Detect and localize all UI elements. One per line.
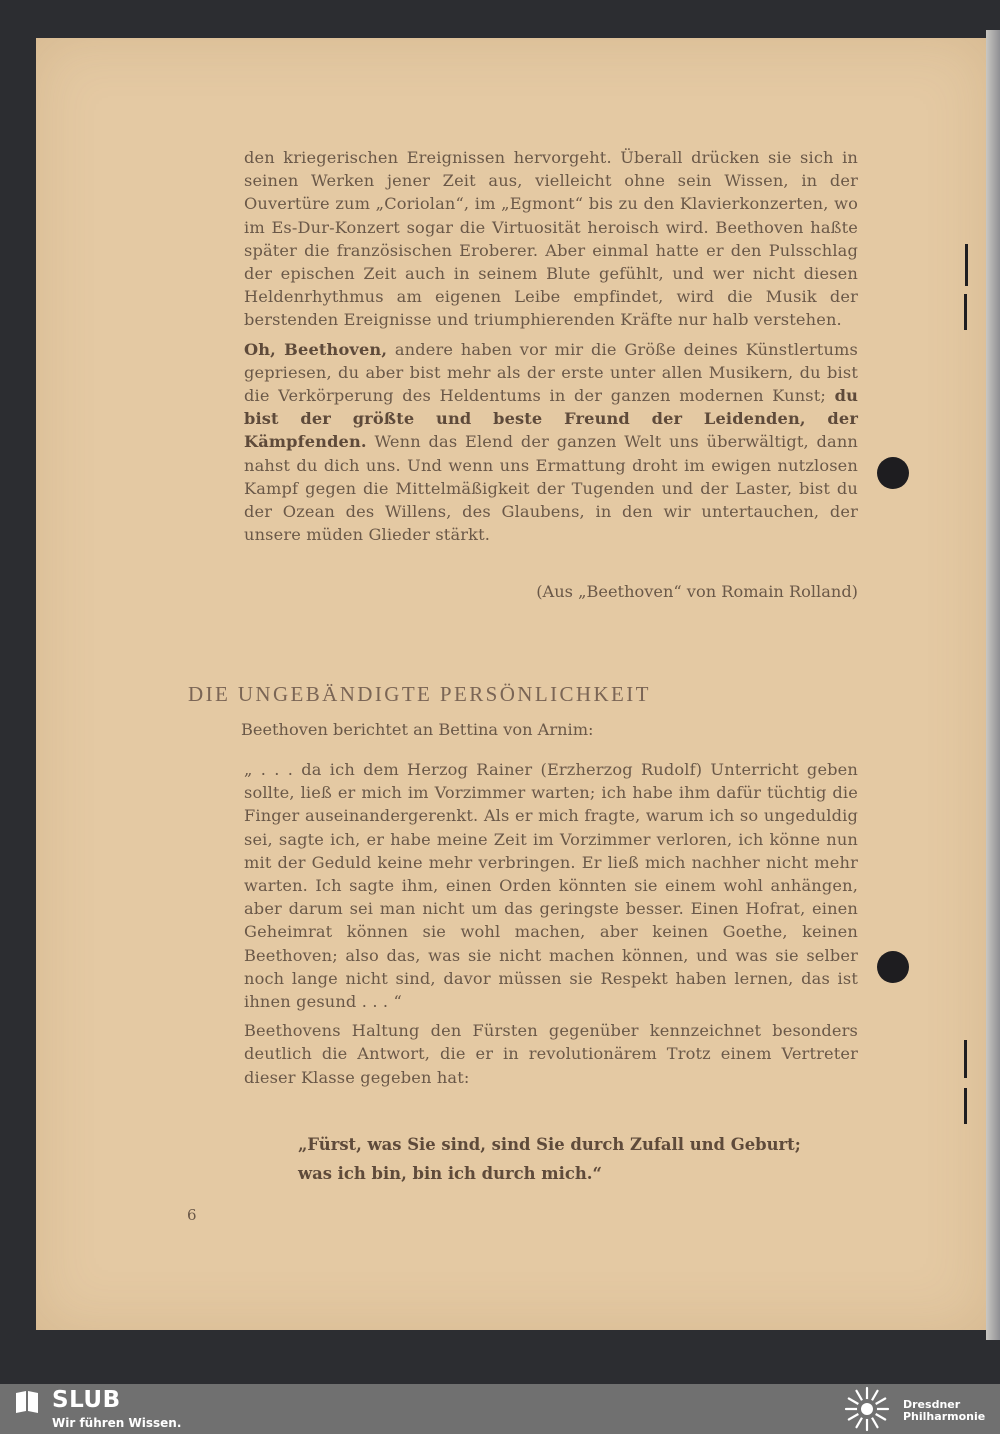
letter-quote: „ . . . da ich dem Herzog Rainer (Erzherzog Rudolf) Unterricht geben sollte, ließ er mich im Vorzimmer warten; ich habe ihm dafür tüchtig die Finger auseinandergerenkt. Als er mich fragte, warum ich so ungeduldig sei, sagte ich, er habe meine Zeit im Vorzimmer verloren, ich könne nun mit der Geduld keine mehr verbringen. Er ließ mich nachher nicht mehr warten. Ich sagte ihm, einen Orden könnten sie einem wohl anhängen, aber darum sei man nicht um das geringste besser. Einen Hofrat, einen Geheimrat können sie wohl machen, aber keinen Goethe, keinen Beethoven; also das, was sie nicht machen können, und was sie selber noch lange nicht sind, davor müssen sie Respekt haben lernen, das ist ihnen gesund . . . “	[244, 760, 858, 1012]
page-edge	[986, 30, 1000, 1340]
dp-line-2: Philharmonie	[903, 1410, 986, 1423]
paragraph-1: den kriegerischen Ereignissen hervorgeht. Überall drücken sie sich in seinen Werken jener Zeit aus, vielleicht ohne sein Wissen, in der Ouvertüre zum „Coriolan“, im „Egmont“ bis zu den Klavierkonzerten, wo im Es-Dur-Konzert sogar die Virtuosität heroisch wird. Beethoven haßte später die französischen Eroberer. Aber einmal hatte er den Pulsschlag der epischen Zeit auch in seinem Blute gefühlt, und wer nicht diesen Heldenrhythmus am eigenen Leibe empfindet, wird die Musik der berstenden Ereignisse und triumphierenden Kräfte nur halb verstehen.	[244, 148, 858, 330]
text-block-top	[244, 146, 858, 552]
slub-logo-text: SLUB	[52, 1387, 121, 1413]
book-icon	[14, 1389, 40, 1415]
page-number: 6	[187, 1206, 197, 1224]
paragraph-2-text-b: Wenn das Elend der ganzen Welt uns überwältigt, dann nahst du dich uns. Und wenn uns Ermattung droht im ewigen nutzlosen Kampf gegen die Mittelmäßigkeit der Tugenden und der Laster, bist du der Ozean des Willens, des Glaubens, in den wir untertauchen, der unsere müden Glieder stärkt.	[244, 432, 858, 545]
binding-mark	[964, 1088, 967, 1124]
binding-mark	[965, 244, 968, 286]
quote-line-2: was ich bin, bin ich durch mich.“	[298, 1164, 602, 1183]
dp-line-1: Dresdner	[903, 1398, 961, 1411]
slub-tagline: Wir führen Wissen.	[52, 1416, 182, 1430]
punch-hole-top	[877, 457, 909, 489]
text-block-bottom	[244, 758, 858, 1095]
binding-mark	[964, 294, 967, 330]
punch-hole-bottom	[877, 951, 909, 983]
binding-mark	[964, 1040, 967, 1078]
intro-line: Beethoven berichtet an Bettina von Arnim:	[241, 720, 594, 739]
paragraph-2	[244, 338, 858, 547]
bold-quote	[298, 1130, 858, 1188]
citation: (Aus „Beethoven“ von Romain Rolland)	[536, 582, 858, 601]
bold-phrase-1: Oh, Beethoven,	[244, 339, 388, 359]
sunburst-icon	[842, 1386, 892, 1432]
bold-phrase-2: du bist der größte und beste Freund der Leidenden, der Kämpfenden.	[244, 386, 858, 452]
quote-line-1: „Fürst, was Sie sind, sind Sie durch Zufall und Geburt;	[298, 1135, 801, 1154]
paragraph-after: Beethovens Haltung den Fürsten gegenüber kennzeichnet besonders deutlich die Antwort, die er in revolutionärem Trotz einem Vertreter dieser Klasse gegeben hat:	[244, 1021, 858, 1087]
footer-bar	[0, 1384, 1000, 1434]
paragraph-2-text-a: andere haben vor mir die Größe deines Künstlertums gepriesen, du aber bist mehr als der erste unter allen Musikern, du bist die Verkörperung des Heldentums in der ganzen modernen Kunst;	[244, 339, 858, 406]
section-title: DIE UNGEBÄNDIGTE PERSÖNLICHKEIT	[188, 682, 651, 706]
